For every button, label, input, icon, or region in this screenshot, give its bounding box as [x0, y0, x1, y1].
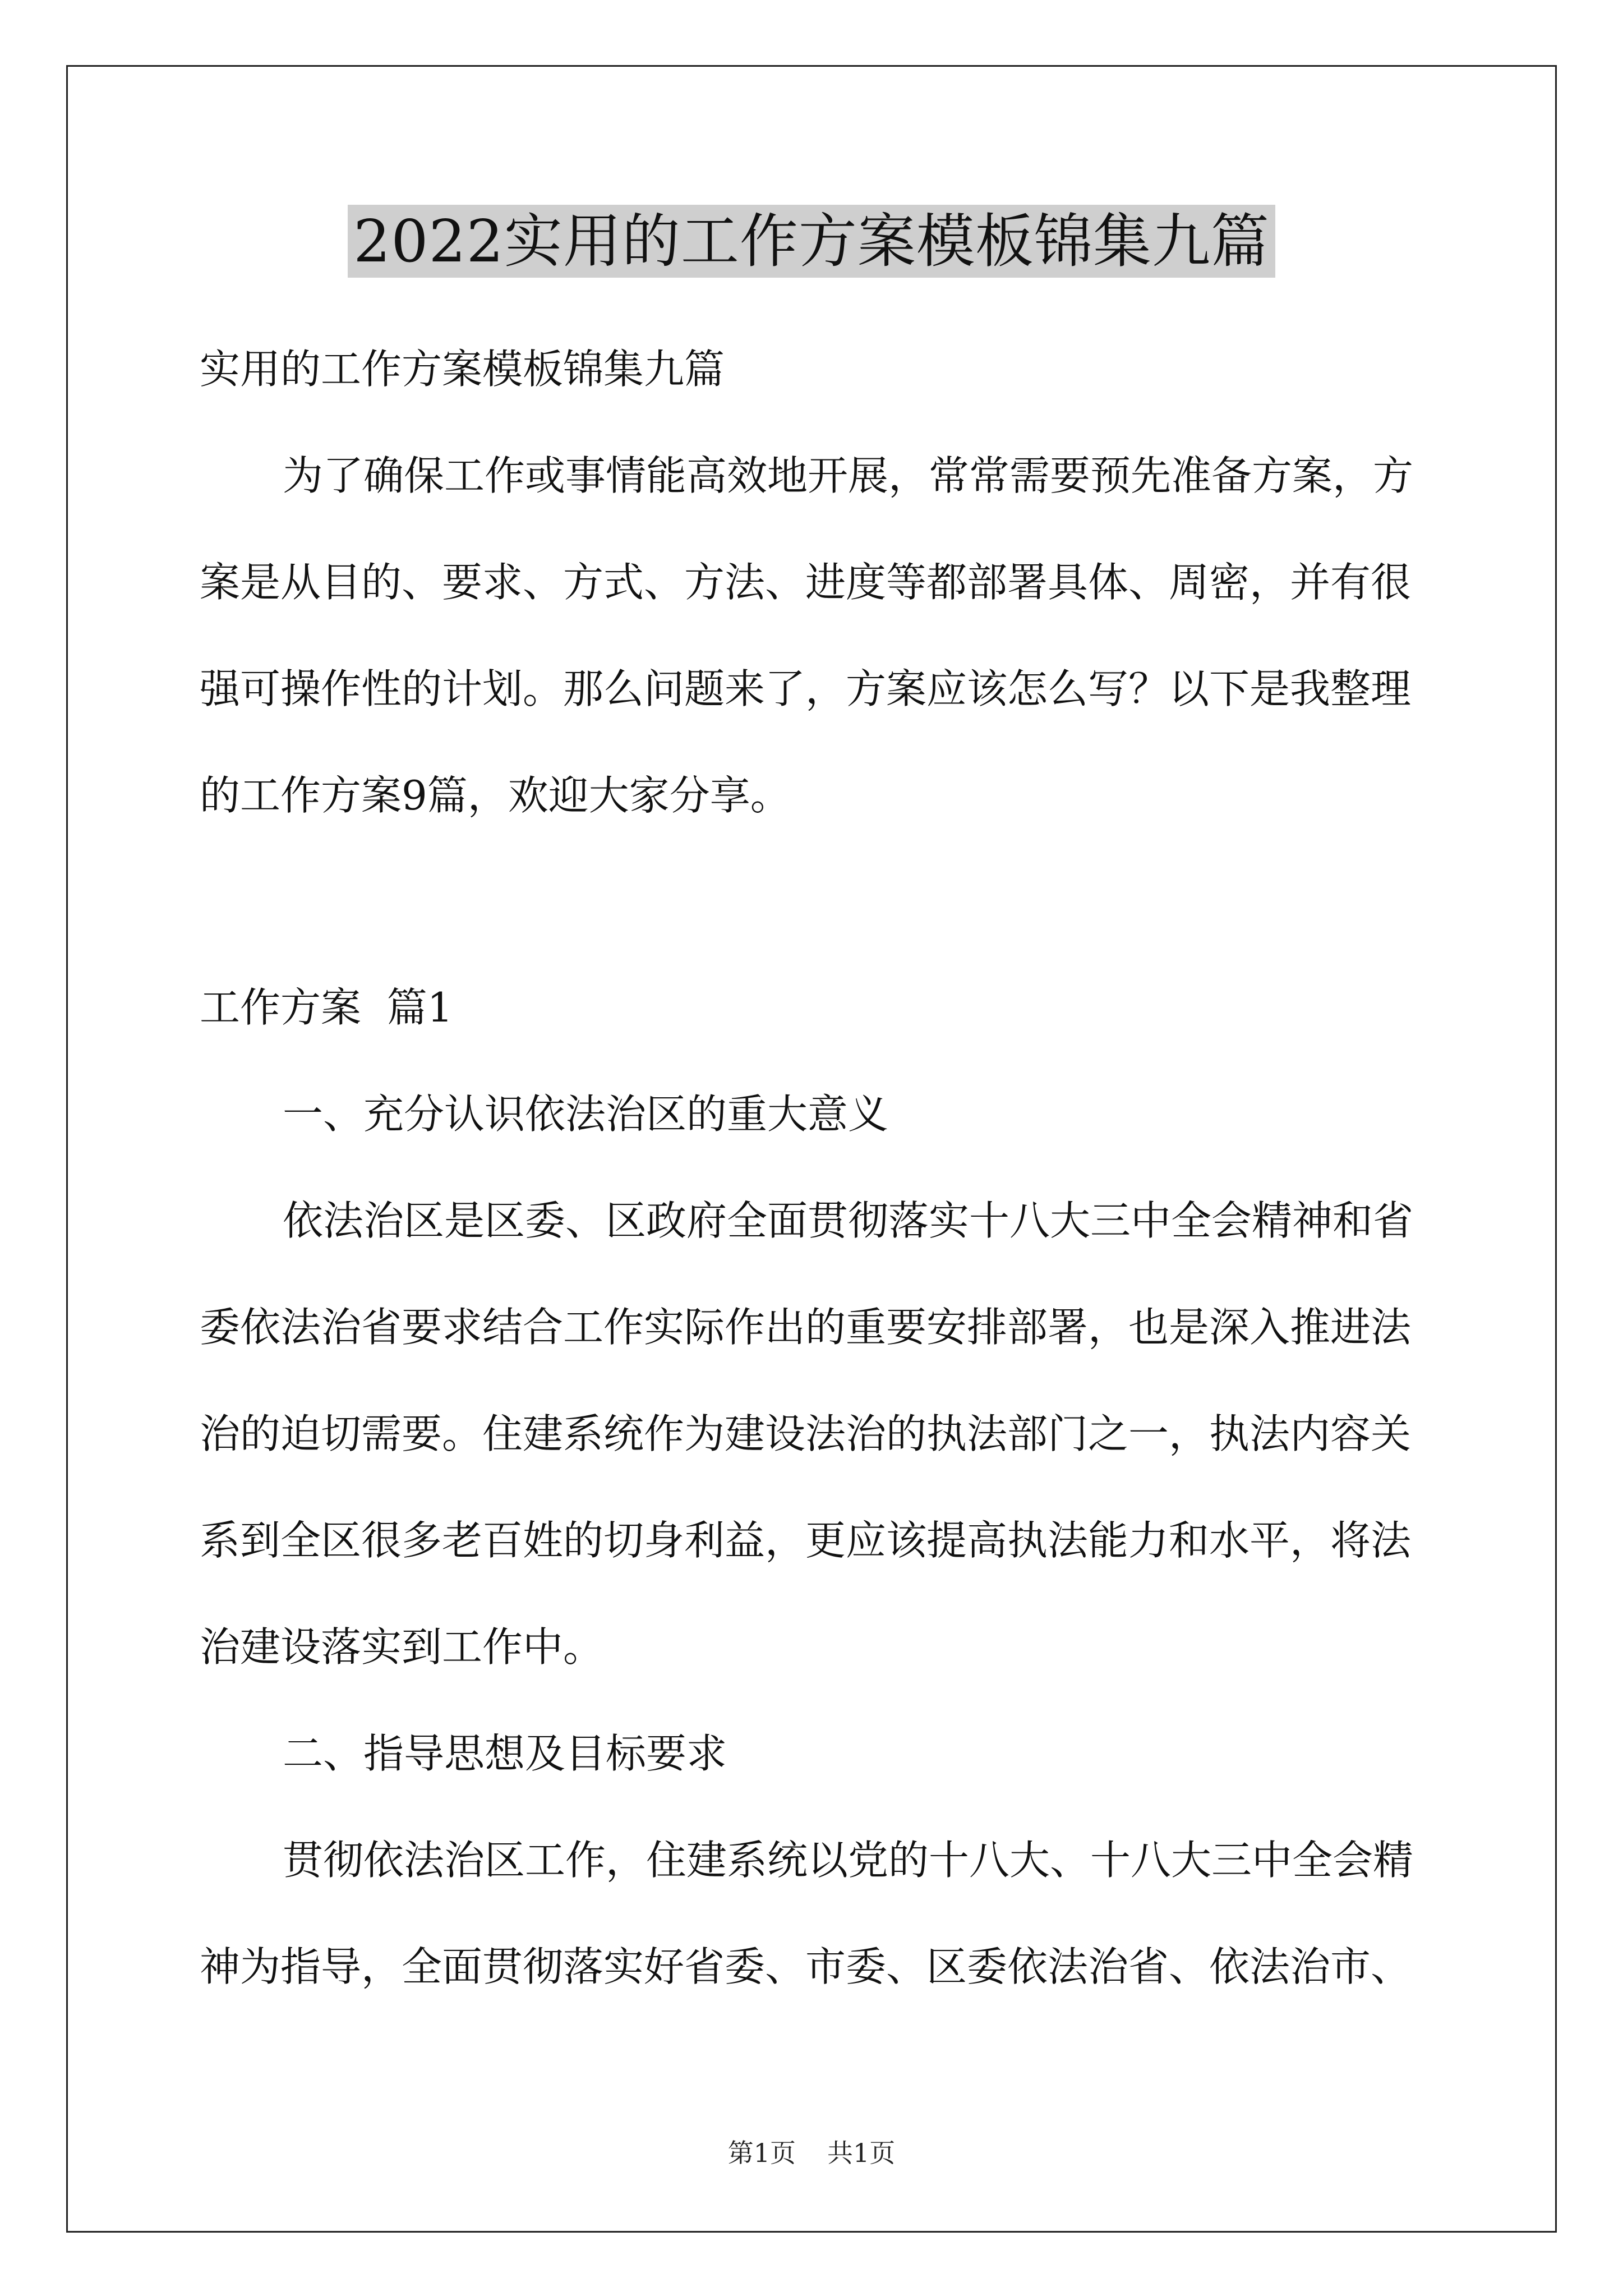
- document-body: [200, 342, 1426, 1994]
- paragraph-line: 系到全区很多老百姓的切身利益，更应该提高执法能力和水平，将法: [200, 1517, 1412, 1564]
- paragraph-line: 神为指导，全面贯彻落实好省委、市委、区委依法治省、依法治市、: [200, 1943, 1412, 1990]
- page-number-current: 第1页: [727, 2138, 796, 2168]
- intro-paragraph: [200, 449, 1426, 822]
- intro-line: 为了确保工作或事情能高效地开展，常常需要预先准备方案，方: [283, 452, 1414, 499]
- intro-line: 案是从目的、要求、方式、方法、进度等都部署具体、周密，并有很: [200, 559, 1412, 606]
- document-title: [0, 202, 1623, 280]
- heading-2: 二、指导思想及目标要求: [283, 1730, 727, 1777]
- paragraph-2: [200, 1833, 1426, 1994]
- heading-1: 一、充分认识依法治区的重大意义: [283, 1091, 889, 1138]
- page-number-total: 共1页: [827, 2138, 896, 2168]
- document-title-text: 2022实用的工作方案模板锦集九篇: [348, 205, 1275, 278]
- paragraph-line: 贯彻依法治区工作，住建系统以党的十八大、十八大三中全会精: [283, 1837, 1414, 1884]
- paragraph-line: 治的迫切需要。住建系统作为建设法治的执法部门之一，执法内容关: [200, 1410, 1412, 1457]
- paragraph-1: [200, 1194, 1426, 1674]
- paragraph-line: 治建设落实到工作中。: [200, 1623, 604, 1671]
- section-heading: 工作方案 篇1: [200, 984, 453, 1031]
- page-footer: [0, 2136, 1623, 2170]
- paragraph-line: 委依法治省要求结合工作实际作出的重要安排部署，也是深入推进法: [200, 1304, 1412, 1351]
- heading-1-block: [200, 1087, 1426, 1141]
- heading-2-block: [200, 1727, 1426, 1780]
- document-subtitle: 实用的工作方案模板锦集九篇: [200, 346, 725, 393]
- intro-line: 的工作方案9篇，欢迎大家分享。: [200, 772, 791, 819]
- intro-line: 强可操作性的计划。那么问题来了，方案应该怎么写？以下是我整理: [200, 665, 1412, 712]
- paragraph-line: 依法治区是区委、区政府全面贯彻落实十八大三中全会精神和省: [283, 1197, 1414, 1244]
